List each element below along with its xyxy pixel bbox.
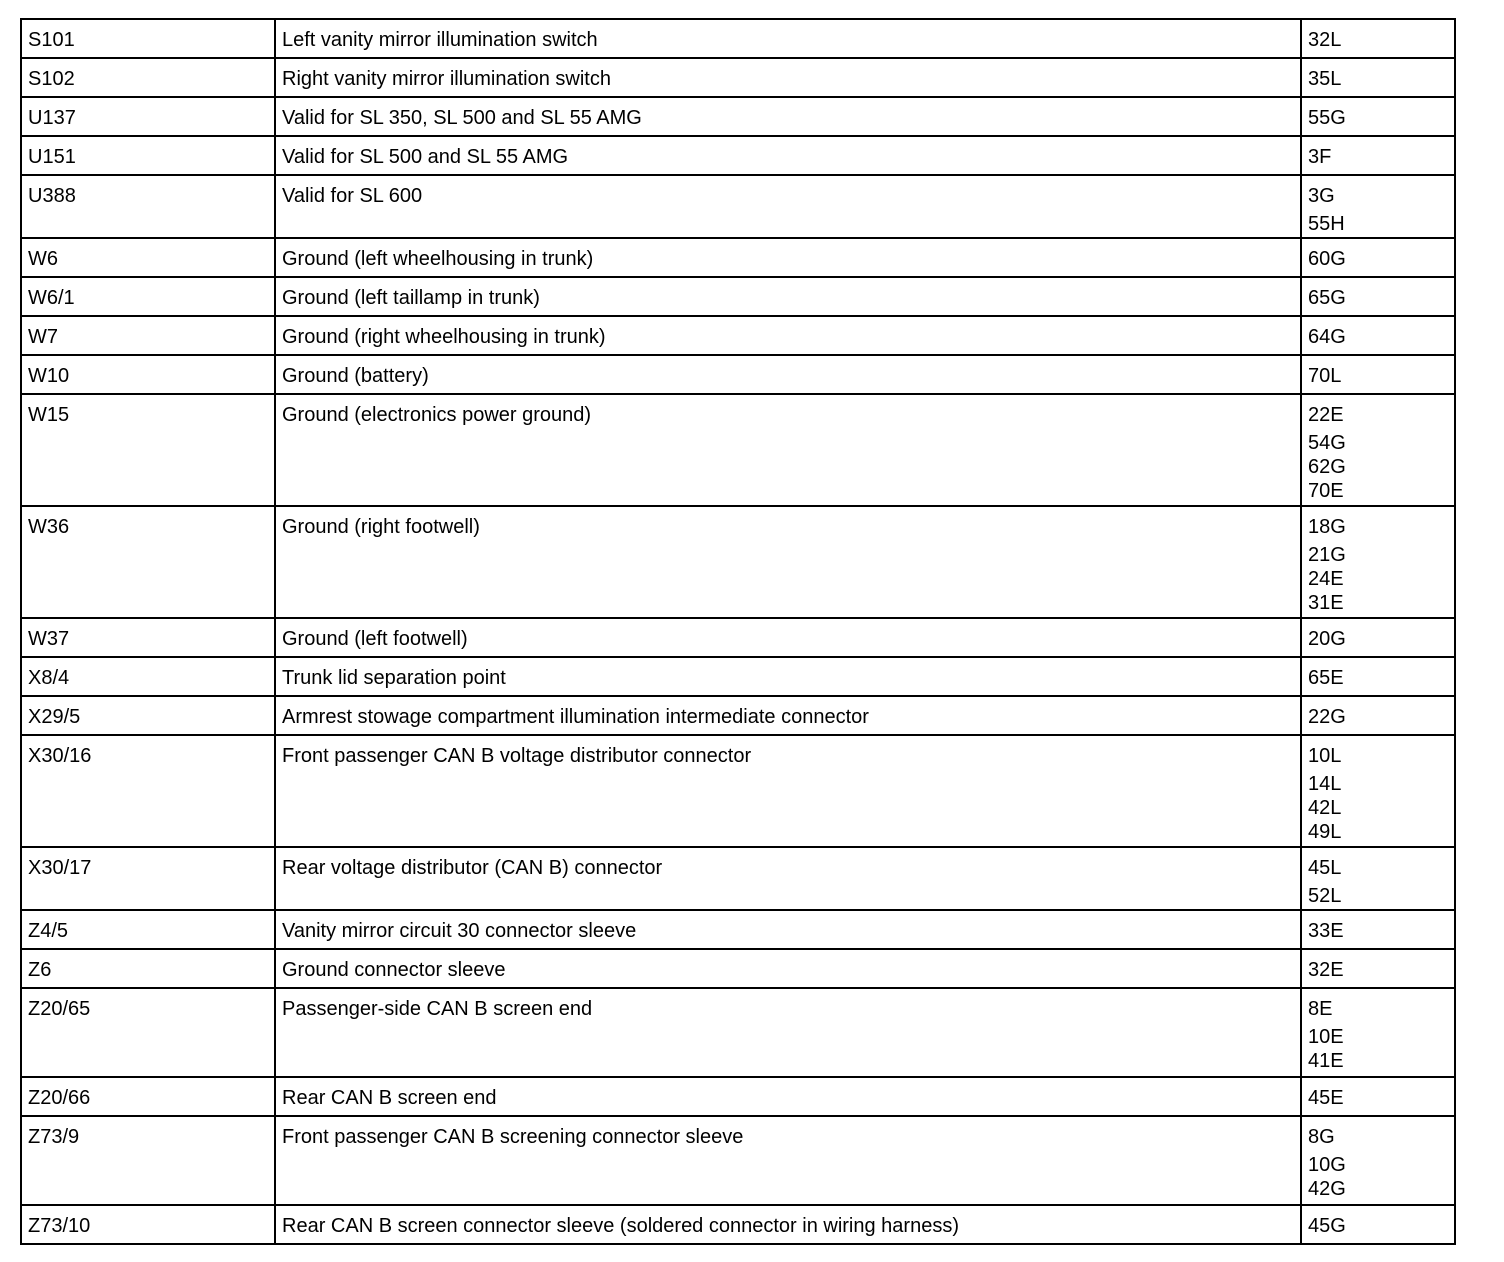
grid-location: 21G: [1308, 544, 1346, 566]
component-description: Ground (right footwell): [275, 506, 1301, 618]
component-code: W36: [21, 506, 275, 618]
grid-location: 35L: [1308, 68, 1342, 90]
component-code: U151: [21, 136, 275, 175]
table-row: [21, 136, 1455, 175]
table-row: [21, 175, 1455, 238]
grid-location-cell: [1301, 910, 1455, 949]
component-code: W7: [21, 316, 275, 355]
grid-location: 45G: [1308, 1215, 1346, 1237]
component-code: W10: [21, 355, 275, 394]
grid-location: 10G: [1308, 1154, 1346, 1176]
grid-location-cell: [1301, 506, 1455, 618]
table-row: [21, 316, 1455, 355]
component-description: Ground (battery): [275, 355, 1301, 394]
component-code: X8/4: [21, 657, 275, 696]
grid-location: 70E: [1308, 480, 1344, 502]
component-code: W6/1: [21, 277, 275, 316]
component-description: Ground (left wheelhousing in trunk): [275, 238, 1301, 277]
grid-location-list: [1308, 1125, 1448, 1201]
component-description: Ground connector sleeve: [275, 949, 1301, 988]
grid-location-list: [1308, 627, 1448, 655]
grid-location: 65G: [1308, 287, 1346, 309]
table-row: [21, 988, 1455, 1077]
component-code: W37: [21, 618, 275, 657]
grid-location: 3F: [1308, 146, 1332, 168]
table-row: [21, 506, 1455, 618]
table-row: [21, 355, 1455, 394]
table-row: [21, 58, 1455, 97]
grid-location: 42G: [1308, 1178, 1346, 1200]
grid-location-cell: [1301, 238, 1455, 277]
table-row: [21, 657, 1455, 696]
grid-location-list: [1308, 67, 1448, 95]
grid-location-list: [1308, 325, 1448, 353]
grid-location: 10E: [1308, 1026, 1344, 1048]
component-description: Ground (left footwell): [275, 618, 1301, 657]
table-row: [21, 696, 1455, 735]
component-code: W6: [21, 238, 275, 277]
component-description: Left vanity mirror illumination switch: [275, 19, 1301, 58]
component-description: Ground (left taillamp in trunk): [275, 277, 1301, 316]
grid-location: 32L: [1308, 29, 1342, 51]
table-row: [21, 1205, 1455, 1244]
grid-location-cell: [1301, 1205, 1455, 1244]
grid-location-list: [1308, 1214, 1448, 1242]
grid-location-cell: [1301, 97, 1455, 136]
component-code: Z6: [21, 949, 275, 988]
component-description: Vanity mirror circuit 30 connector sleeve: [275, 910, 1301, 949]
grid-location-list: [1308, 666, 1448, 694]
component-legend-table: [20, 18, 1456, 1245]
component-code: S102: [21, 58, 275, 97]
grid-location: 45E: [1308, 1087, 1344, 1109]
table-row: [21, 97, 1455, 136]
grid-location-cell: [1301, 277, 1455, 316]
grid-location: 49L: [1308, 821, 1342, 843]
grid-location-list: [1308, 515, 1448, 615]
grid-location-cell: [1301, 1116, 1455, 1205]
grid-location-cell: [1301, 175, 1455, 238]
component-description: Rear CAN B screen end: [275, 1077, 1301, 1116]
grid-location: 20G: [1308, 628, 1346, 650]
component-description: Ground (right wheelhousing in trunk): [275, 316, 1301, 355]
table-row: [21, 277, 1455, 316]
component-code: Z73/9: [21, 1116, 275, 1205]
table-row: [21, 949, 1455, 988]
grid-location: 65E: [1308, 667, 1344, 689]
grid-location-cell: [1301, 58, 1455, 97]
grid-location: 54G: [1308, 432, 1346, 454]
grid-location: 3G: [1308, 185, 1335, 207]
grid-location: 62G: [1308, 456, 1346, 478]
table-row: [21, 847, 1455, 910]
grid-location-list: [1308, 958, 1448, 986]
table-row: [21, 394, 1455, 506]
component-description: Valid for SL 600: [275, 175, 1301, 238]
grid-location-list: [1308, 145, 1448, 173]
grid-location-list: [1308, 247, 1448, 275]
component-description: Trunk lid separation point: [275, 657, 1301, 696]
grid-location-list: [1308, 997, 1448, 1073]
component-description: Passenger-side CAN B screen end: [275, 988, 1301, 1077]
grid-location-list: [1308, 364, 1448, 392]
grid-location-cell: [1301, 136, 1455, 175]
component-code: U388: [21, 175, 275, 238]
table-row: [21, 735, 1455, 847]
grid-location-list: [1308, 856, 1448, 908]
component-code: Z20/66: [21, 1077, 275, 1116]
grid-location-list: [1308, 919, 1448, 947]
grid-location-cell: [1301, 19, 1455, 58]
grid-location: 22E: [1308, 404, 1344, 426]
table-row: [21, 618, 1455, 657]
component-code: X30/16: [21, 735, 275, 847]
grid-location-cell: [1301, 847, 1455, 910]
grid-location-cell: [1301, 696, 1455, 735]
component-description: Armrest stowage compartment illumination intermediate connector: [275, 696, 1301, 735]
grid-location-list: [1308, 744, 1448, 844]
component-description: Rear CAN B screen connector sleeve (soldered connector in wiring harness): [275, 1205, 1301, 1244]
grid-location: 32E: [1308, 959, 1344, 981]
component-code: Z73/10: [21, 1205, 275, 1244]
grid-location-list: [1308, 28, 1448, 56]
grid-location-list: [1308, 106, 1448, 134]
component-code: X30/17: [21, 847, 275, 910]
grid-location-list: [1308, 705, 1448, 733]
grid-location: 22G: [1308, 706, 1346, 728]
grid-location: 8G: [1308, 1126, 1335, 1148]
component-code: Z4/5: [21, 910, 275, 949]
grid-location-cell: [1301, 657, 1455, 696]
grid-location: 60G: [1308, 248, 1346, 270]
grid-location: 52L: [1308, 885, 1342, 907]
table-row: [21, 19, 1455, 58]
grid-location: 18G: [1308, 516, 1346, 538]
grid-location-cell: [1301, 988, 1455, 1077]
component-description: Right vanity mirror illumination switch: [275, 58, 1301, 97]
grid-location: 10L: [1308, 745, 1342, 767]
table-row: [21, 1116, 1455, 1205]
grid-location: 42L: [1308, 797, 1342, 819]
grid-location: 45L: [1308, 857, 1342, 879]
table-row: [21, 910, 1455, 949]
grid-location-cell: [1301, 949, 1455, 988]
component-code: Z20/65: [21, 988, 275, 1077]
component-code: W15: [21, 394, 275, 506]
grid-location-list: [1308, 184, 1448, 236]
component-code: X29/5: [21, 696, 275, 735]
grid-location-list: [1308, 1086, 1448, 1114]
grid-location: 31E: [1308, 592, 1344, 614]
grid-location: 70L: [1308, 365, 1342, 387]
table-row: [21, 1077, 1455, 1116]
grid-location-cell: [1301, 355, 1455, 394]
grid-location-cell: [1301, 618, 1455, 657]
component-description: Front passenger CAN B screening connector sleeve: [275, 1116, 1301, 1205]
grid-location: 64G: [1308, 326, 1346, 348]
grid-location-list: [1308, 403, 1448, 503]
grid-location: 41E: [1308, 1050, 1344, 1072]
legend-table-body: [21, 19, 1455, 1244]
grid-location: 14L: [1308, 773, 1342, 795]
grid-location: 24E: [1308, 568, 1344, 590]
grid-location-list: [1308, 286, 1448, 314]
grid-location: 55H: [1308, 213, 1345, 235]
grid-location-cell: [1301, 316, 1455, 355]
grid-location-cell: [1301, 1077, 1455, 1116]
grid-location-cell: [1301, 394, 1455, 506]
grid-location-cell: [1301, 735, 1455, 847]
component-code: U137: [21, 97, 275, 136]
component-description: Rear voltage distributor (CAN B) connector: [275, 847, 1301, 910]
table-row: [21, 238, 1455, 277]
component-description: Valid for SL 350, SL 500 and SL 55 AMG: [275, 97, 1301, 136]
grid-location: 8E: [1308, 998, 1333, 1020]
grid-location: 33E: [1308, 920, 1344, 942]
component-description: Ground (electronics power ground): [275, 394, 1301, 506]
component-description: Front passenger CAN B voltage distributor connector: [275, 735, 1301, 847]
grid-location: 55G: [1308, 107, 1346, 129]
component-code: S101: [21, 19, 275, 58]
component-description: Valid for SL 500 and SL 55 AMG: [275, 136, 1301, 175]
